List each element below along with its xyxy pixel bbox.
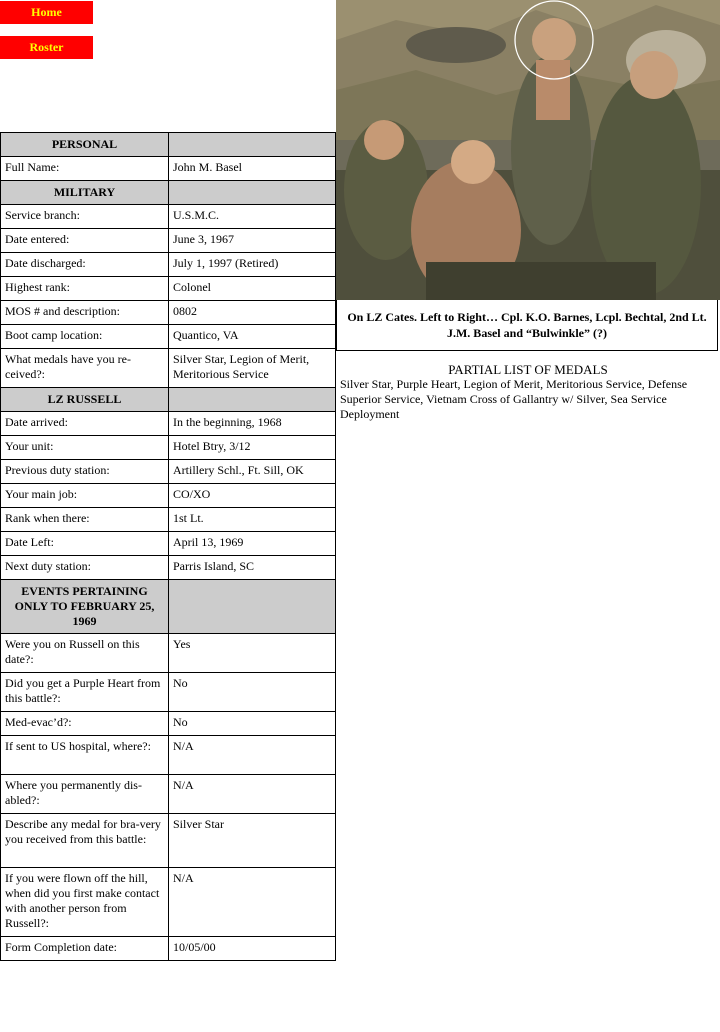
section-title: MILITARY — [1, 181, 169, 205]
field-label: If sent to US hospital, where?: — [1, 736, 169, 775]
field-label: Highest rank: — [1, 277, 169, 301]
photo-caption: On LZ Cates. Left to Right… Cpl. K.O. Barnes, Lcpl. Bechtal, 2nd Lt. J.M. Basel and “Bulwinkle” (?) — [336, 300, 718, 351]
field-value: In the beginning, 1968 — [169, 412, 336, 436]
field-value: April 13, 1969 — [169, 532, 336, 556]
field-value: U.S.M.C. — [169, 205, 336, 229]
table-row — [1, 205, 336, 229]
table-row — [1, 532, 336, 556]
section-blank — [169, 388, 336, 412]
field-label: Next duty station: — [1, 556, 169, 580]
table-row — [1, 325, 336, 349]
table-row — [1, 634, 336, 673]
table-row — [1, 253, 336, 277]
field-label: Previous duty station: — [1, 460, 169, 484]
field-label: Date entered: — [1, 229, 169, 253]
table-row — [1, 868, 336, 937]
field-value: Hotel Btry, 3/12 — [169, 436, 336, 460]
field-value: Silver Star, Legion of Merit, Meritorious Service — [169, 349, 336, 388]
section-header-personal — [1, 133, 336, 157]
field-value: CO/XO — [169, 484, 336, 508]
field-label: Form Completion date: — [1, 937, 169, 961]
field-value: 0802 — [169, 301, 336, 325]
field-value: June 3, 1967 — [169, 229, 336, 253]
table-row — [1, 937, 336, 961]
field-label: Full Name: — [1, 157, 169, 181]
table-row — [1, 412, 336, 436]
veteran-form-table — [0, 132, 336, 961]
field-label: What medals have you re-ceived?: — [1, 349, 169, 388]
section-title: PERSONAL — [1, 133, 169, 157]
field-label: Describe any medal for bra-very you received from this battle: — [1, 814, 169, 868]
field-value: Artillery Schl., Ft. Sill, OK — [169, 460, 336, 484]
table-row — [1, 277, 336, 301]
field-value: Colonel — [169, 277, 336, 301]
field-value: N/A — [169, 775, 336, 814]
home-button[interactable]: Home — [0, 1, 93, 24]
table-row — [1, 436, 336, 460]
field-value: 1st Lt. — [169, 508, 336, 532]
field-label: Were you on Russell on this date?: — [1, 634, 169, 673]
field-value: N/A — [169, 868, 336, 937]
field-value: July 1, 1997 (Retired) — [169, 253, 336, 277]
group-photo — [336, 0, 720, 300]
table-row — [1, 775, 336, 814]
field-value: John M. Basel — [169, 157, 336, 181]
field-value: Quantico, VA — [169, 325, 336, 349]
field-label: Service branch: — [1, 205, 169, 229]
roster-button[interactable]: Roster — [0, 36, 93, 59]
field-label: Med-evac’d?: — [1, 712, 169, 736]
table-row — [1, 229, 336, 253]
field-label: Date Left: — [1, 532, 169, 556]
table-row — [1, 673, 336, 712]
field-label: Did you get a Purple Heart from this battle?: — [1, 673, 169, 712]
field-value: No — [169, 673, 336, 712]
field-label: Date discharged: — [1, 253, 169, 277]
section-blank — [169, 133, 336, 157]
field-label: Boot camp location: — [1, 325, 169, 349]
field-label: Where you permanently dis-abled?: — [1, 775, 169, 814]
medals-list: Silver Star, Purple Heart, Legion of Merit, Meritorious Service, Defense Superior Service, Vietnam Cross of Gallantry w/ Silver, Sea Service Deployment — [340, 377, 688, 421]
table-row — [1, 460, 336, 484]
section-title: EVENTS PERTAINING ONLY TO FEBRUARY 25, 1969 — [1, 580, 169, 634]
table-row — [1, 484, 336, 508]
table-row — [1, 814, 336, 868]
section-header-lz-russell — [1, 388, 336, 412]
field-label: Rank when there: — [1, 508, 169, 532]
table-row — [1, 349, 336, 388]
field-value: 10/05/00 — [169, 937, 336, 961]
table-row — [1, 736, 336, 775]
medals-title: PARTIAL LIST OF MEDALS — [448, 362, 608, 377]
field-label: Your main job: — [1, 484, 169, 508]
section-blank — [169, 181, 336, 205]
field-value: N/A — [169, 736, 336, 775]
field-label: Your unit: — [1, 436, 169, 460]
section-header-events — [1, 580, 336, 634]
photo-illustration — [336, 0, 720, 300]
table-row — [1, 556, 336, 580]
section-blank — [169, 580, 336, 634]
field-label: Date arrived: — [1, 412, 169, 436]
field-value: Silver Star — [169, 814, 336, 868]
field-value: Parris Island, SC — [169, 556, 336, 580]
section-title: LZ RUSSELL — [1, 388, 169, 412]
field-label: If you were flown off the hill, when did you first make contact with another person from Russell?: — [1, 868, 169, 937]
table-row — [1, 712, 336, 736]
table-row — [1, 301, 336, 325]
field-value: No — [169, 712, 336, 736]
table-row — [1, 157, 336, 181]
table-row — [1, 508, 336, 532]
field-value: Yes — [169, 634, 336, 673]
section-header-military — [1, 181, 336, 205]
field-label: MOS # and description: — [1, 301, 169, 325]
